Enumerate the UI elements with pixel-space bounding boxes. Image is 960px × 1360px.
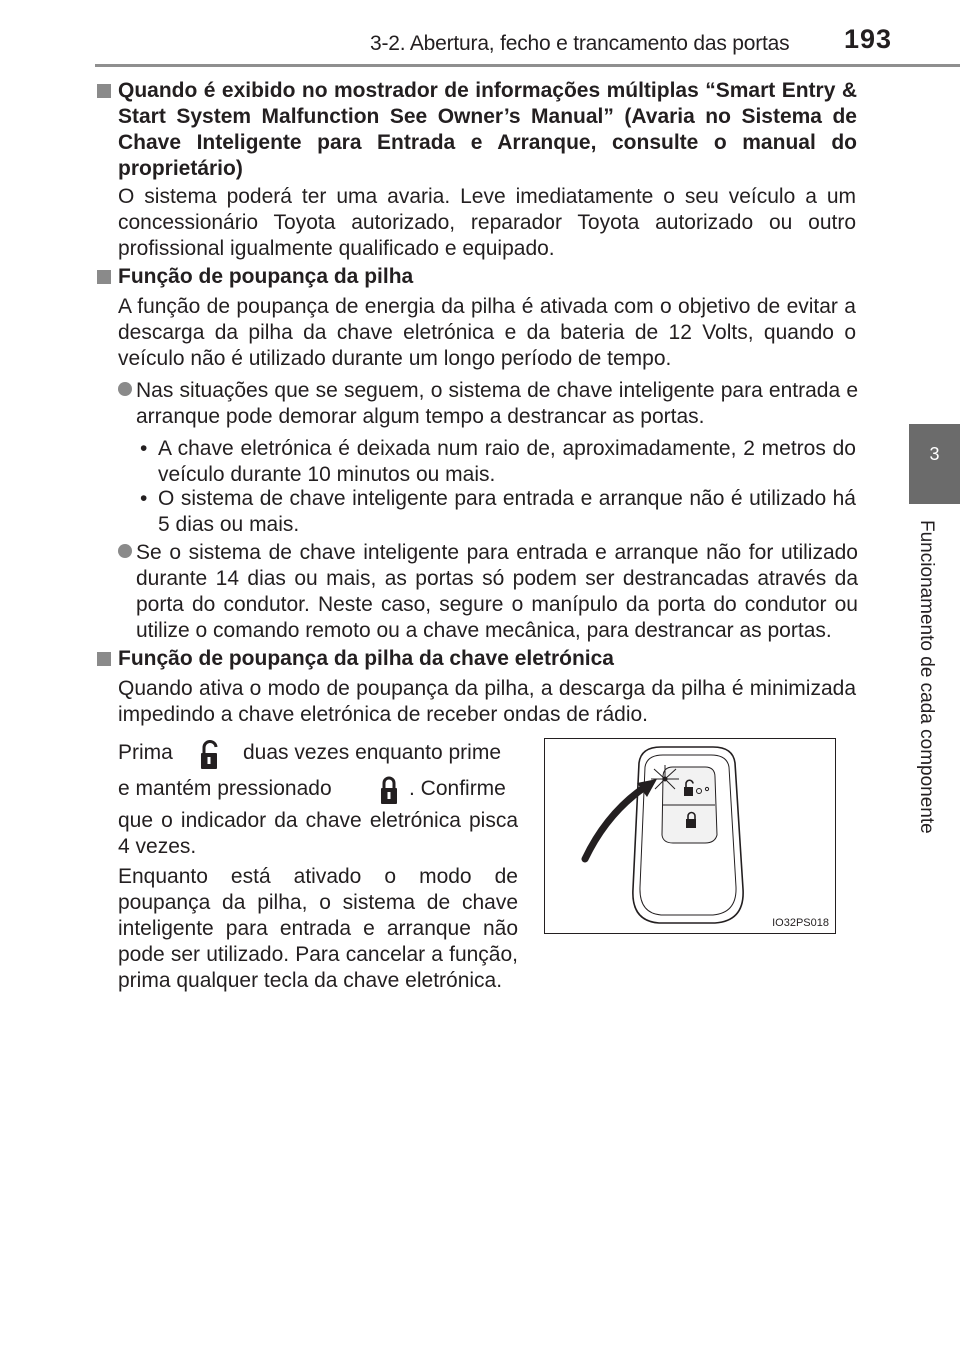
bullet-item [118,378,858,430]
round-bullet-icon [118,382,132,396]
heading-text: Quando é exibido no mostrador de informações múltiplas “Smart Entry & Start System Malfunction See Owner’s Manual” (Avaria no Sistema de Chave Inteligente para Entrada e Arranque, consulte o manual do proprietário) [118,79,857,180]
battery-saving-body: A função de poupança de energia da pilha é ativada com o objetivo de evitar a descarga da pilha da chave eletrónica e da bateria de 12 Volts, quando o veículo não é utilizado durante um longo período de tempo. [118,295,856,370]
square-bullet-icon [97,270,111,284]
chapter-label-box [909,504,960,1360]
bullet-text: Nas situações que se seguem, o sistema de chave inteligente para entrada e arranque pode demorar algum tempo a destrancar as portas. [136,379,858,428]
section-heading-key-battery-saving [97,646,857,672]
chapter-label: Funcionamento de cada componente [916,520,937,834]
chapter-tab [909,424,960,504]
round-bullet-icon [118,544,132,558]
active-mode-note: Enquanto está ativado o modo de poupança da pilha, o sistema de chave inteligente para entrada e arranque não pode ser utilizado. Para cancelar a função, prima qualquer tecla da chave eletrónica. [118,865,518,992]
instruction-line-1 [118,740,518,766]
heading-text: Função de poupança da pilha da chave eletrónica [118,647,614,670]
electronic-key-illustration [545,739,835,933]
chapter-number: 3 [929,444,940,464]
figure-code: IO32PS018 [772,917,829,929]
dot-marker: • [140,437,148,460]
running-header: 3-2. Abertura, fecho e trancamento das portas [370,32,790,55]
sub-bullet-item [136,486,856,538]
instruction-text: duas vezes enquanto prime [243,741,501,764]
bullet-text: Se o sistema de chave inteligente para entrada e arranque não for utilizado durante 14 dias ou mais, as portas só podem ser destrancadas através da porta do condutor. Neste caso, segure o manípulo da porta do condutor ou utilize o comando remoto ou a chave mecânica, para destrancar as portas. [136,541,858,642]
instruction-line-2 [118,776,518,802]
key-battery-saving-body: Quando ativa o modo de poupança da pilha, a descarga da pilha é minimizada impedindo a chave eletrónica de receber ondas de rádio. [118,677,856,726]
sub-bullet-text: A chave eletrónica é deixada num raio de, aproximadamente, 2 metros do veículo durante 10 minutos ou mais. [158,437,856,486]
instruction-text: Prima [118,741,173,764]
instruction-text: . Confirme [409,777,506,800]
instruction-line-3: que o indicador da chave eletrónica pisca 4 vezes. [118,809,518,858]
sub-bullet-item [136,436,856,488]
instruction-text: e mantém pressionado [118,777,332,800]
unlock-icon [198,739,220,771]
section-heading-battery-saving [97,264,857,290]
header-rule [95,64,960,67]
square-bullet-icon [97,652,111,666]
lock-icon [378,774,400,806]
dot-marker: • [140,487,148,510]
malfunction-body: O sistema poderá ter uma avaria. Leve imediatamente o seu veículo a um concessionário Toyota autorizado, reparador Toyota autorizado ou outro profissional igualmente qualificado e equipado. [118,185,856,260]
heading-text: Função de poupança da pilha [118,265,414,288]
bullet-item [118,540,858,644]
section-heading-malfunction [97,78,857,182]
square-bullet-icon [97,84,111,98]
sub-bullet-text: O sistema de chave inteligente para entrada e arranque não é utilizado há 5 dias ou mais. [158,487,856,536]
page-number: 193 [844,24,893,54]
key-figure [544,738,836,934]
